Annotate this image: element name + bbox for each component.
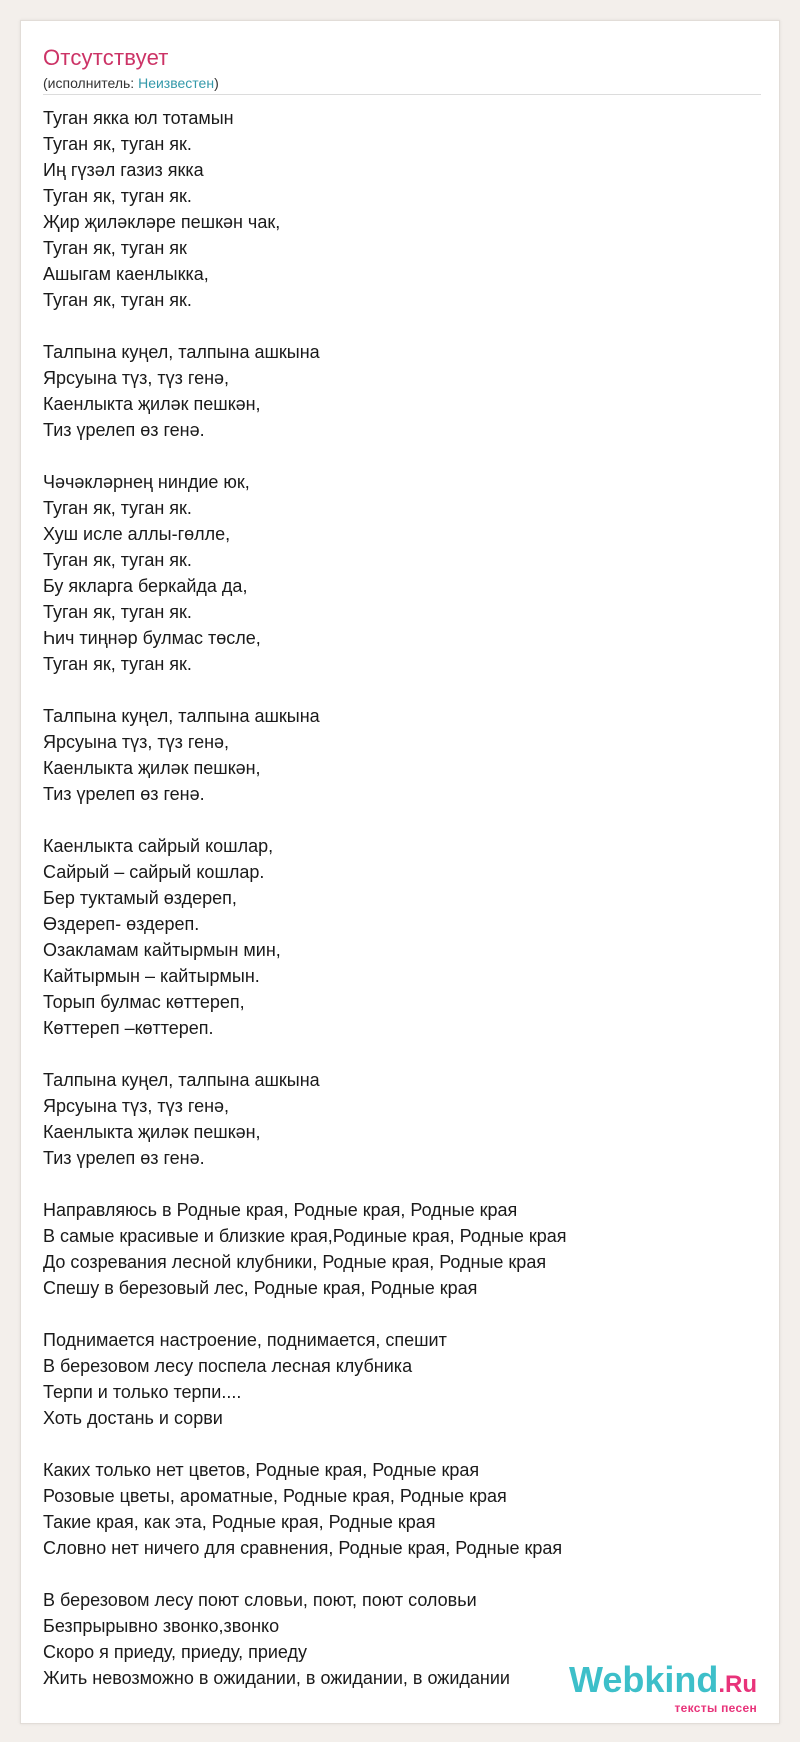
stanza-gap [43, 807, 743, 833]
lyric-line: Ашыгам каенлыкка, [43, 264, 209, 284]
stanza-gap [43, 1301, 743, 1327]
stanza-gap [43, 1431, 743, 1457]
lyric-line: Ярсуына түз, түз генә, [43, 1096, 230, 1116]
lyric-line: До созревания лесной клубники, Родные края, Родные края [43, 1252, 547, 1272]
lyric-line: Туган як, туган як. [43, 654, 192, 674]
lyric-line: В березовом лесу поют словьи, поют, поют соловьи [43, 1590, 477, 1610]
lyric-line: Өздереп- өздереп. [43, 914, 200, 934]
lyric-line: Көттереп –көттереп. [43, 1018, 214, 1038]
lyric-line: Сайрый – сайрый кошлар. [43, 862, 265, 882]
lyrics-text [43, 105, 743, 1691]
lyric-line: Чәчәкләрнең ниндие юк, [43, 472, 250, 492]
lyric-line: Розовые цветы, ароматные, Родные края, Родные края [43, 1486, 507, 1506]
artist-link[interactable]: Неизвестен [138, 75, 215, 91]
lyric-line: В самые красивые и близкие края,Родиные края, Родные края [43, 1226, 567, 1246]
lyric-line: Безпрырывно звонко,звонко [43, 1616, 280, 1636]
stanza-gap [43, 677, 743, 703]
lyric-line: Туган як, туган як. [43, 134, 192, 154]
lyric-line: Туган якка юл тотамын [43, 108, 234, 128]
lyric-line: Каенлыкта җиләк пешкән, [43, 758, 261, 778]
artist-line [43, 75, 219, 91]
stanza-gap [43, 443, 743, 469]
lyric-line: Тиз үрелеп өз генә. [43, 784, 205, 804]
stanza-gap [43, 1171, 743, 1197]
lyric-line: Бу якларга беркайда да, [43, 576, 248, 596]
logo-brand [568, 1659, 757, 1703]
stanza-gap [43, 1041, 743, 1067]
lyric-line: Жить невозможно в ожидании, в ожидании, в ожидании [43, 1668, 510, 1688]
lyric-line: Скоро я приеду, приеду, приеду [43, 1642, 308, 1662]
logo-brand-name: Webkind [568, 1659, 719, 1700]
stanza-gap [43, 313, 743, 339]
artist-suffix: ) [214, 75, 219, 91]
lyric-line: Торып булмас көттереп, [43, 992, 245, 1012]
song-title: Отсутствует [43, 45, 169, 70]
lyric-line: Иң гүзәл газиз якка [43, 160, 204, 180]
lyric-line: Җир җиләкләре пешкән чак, [43, 212, 281, 232]
lyric-line: Туган як, туган як. [43, 550, 192, 570]
lyric-line: Туган як, туган як [43, 238, 187, 258]
lyric-line: Туган як, туган як. [43, 290, 192, 310]
artist-prefix: (исполнитель: [43, 75, 139, 91]
lyric-line: Спешу в березовый лес, Родные края, Родные края [43, 1278, 478, 1298]
lyric-line: Каких только нет цветов, Родные края, Родные края [43, 1460, 480, 1480]
lyric-line: Туган як, туган як. [43, 602, 192, 622]
stanza-gap [43, 1561, 743, 1587]
lyric-line: Тиз үрелеп өз генә. [43, 1148, 205, 1168]
lyric-line: Направляюсь в Родные края, Родные края, Родные края [43, 1200, 518, 1220]
lyric-line: Ярсуына түз, түз генә, [43, 368, 230, 388]
title-divider [43, 94, 761, 95]
lyric-line: Бер туктамый өздереп, [43, 888, 237, 908]
lyric-line: Талпына куңел, талпына ашкына [43, 706, 320, 726]
lyric-line: Хуш исле аллы-гөлле, [43, 524, 231, 544]
lyric-line: В березовом лесу поспела лесная клубника [43, 1356, 413, 1376]
lyric-line: Тиз үрелеп өз генә. [43, 420, 205, 440]
lyric-line: Хоть достань и сорви [43, 1408, 223, 1428]
lyric-line: Терпи и только терпи.... [43, 1382, 242, 1402]
site-logo[interactable] [568, 1659, 757, 1715]
lyric-line: Словно нет ничего для сравнения, Родные края, Родные края [43, 1538, 563, 1558]
lyric-line: Талпына куңел, талпына ашкына [43, 342, 320, 362]
lyric-line: Туган як, туган як. [43, 498, 192, 518]
lyric-line: Каенлыкта сайрый кошлар, [43, 836, 274, 856]
lyric-line: Талпына куңел, талпына ашкына [43, 1070, 320, 1090]
lyric-line: Каенлыкта җиләк пешкән, [43, 1122, 261, 1142]
lyric-line: Поднимается настроение, поднимается, спешит [43, 1330, 447, 1350]
lyric-line: Такие края, как эта, Родные края, Родные края [43, 1512, 436, 1532]
logo-tagline: тексты песен [674, 1701, 757, 1715]
lyric-line: Озакламам кайтырмын мин, [43, 940, 281, 960]
lyric-line: Кайтырмын – кайтырмын. [43, 966, 260, 986]
lyric-line: Ярсуына түз, түз генә, [43, 732, 230, 752]
logo-tld: .Ru [718, 1671, 757, 1698]
lyrics-card [20, 20, 780, 1724]
lyric-line: Туган як, туган як. [43, 186, 192, 206]
lyric-line: Һич тиңнәр булмас төсле, [43, 628, 261, 648]
lyric-line: Каенлыкта җиләк пешкән, [43, 394, 261, 414]
